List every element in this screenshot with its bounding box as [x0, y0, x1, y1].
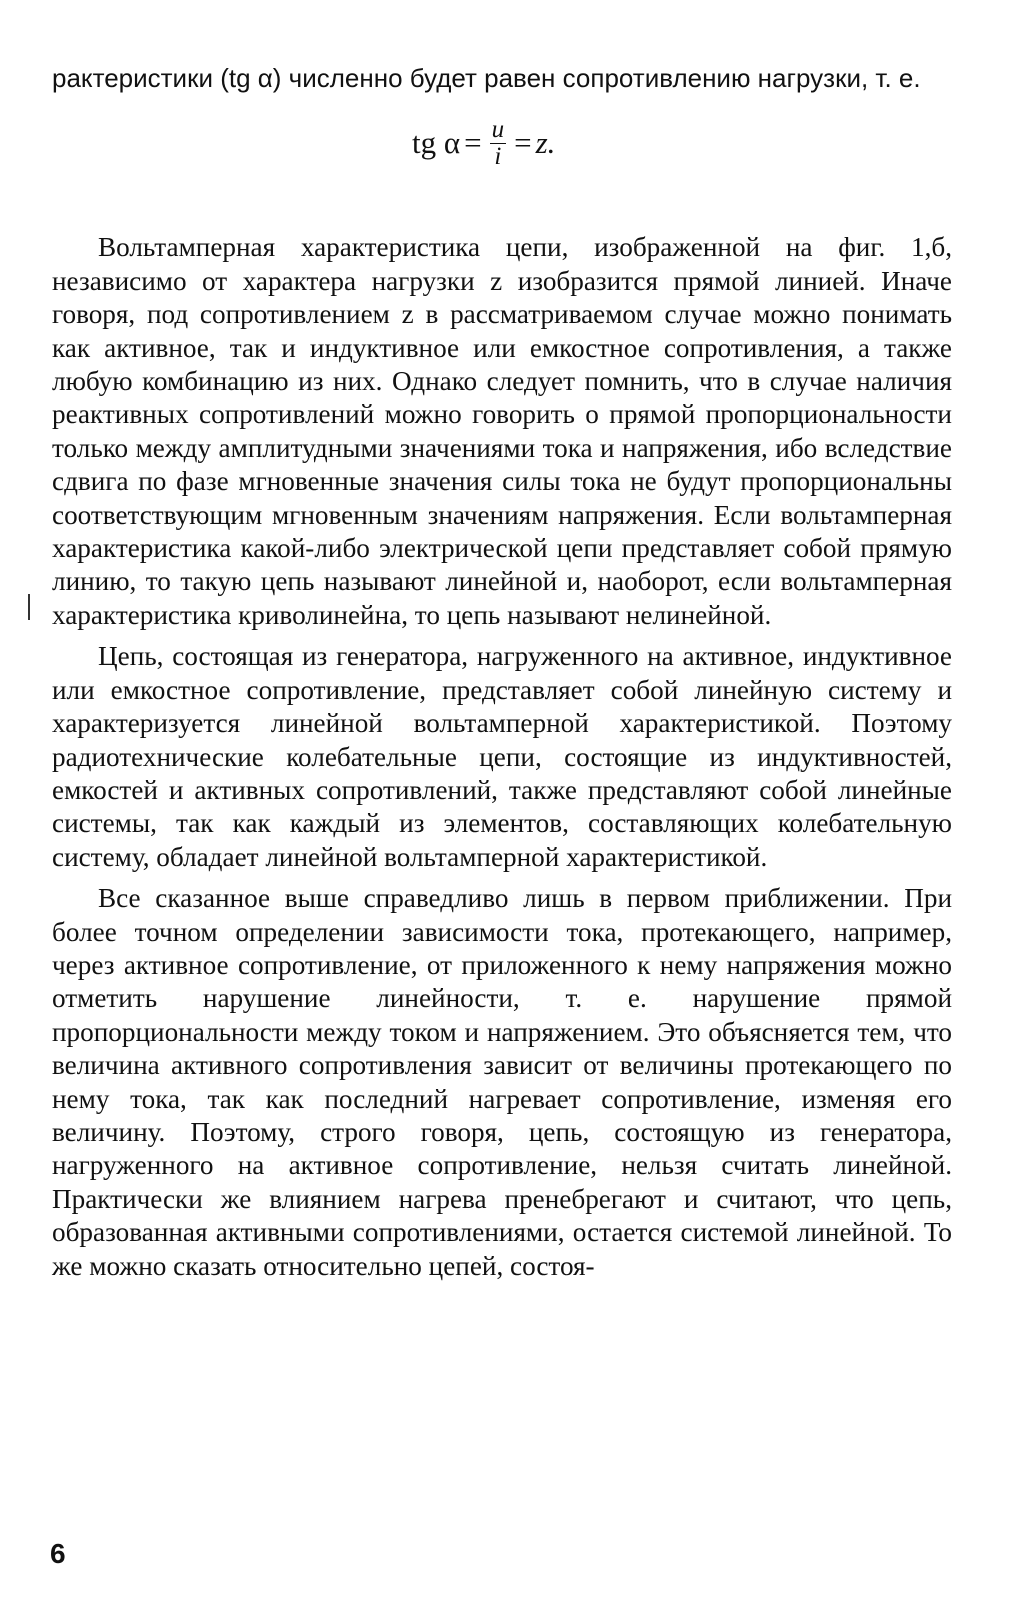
spacer	[52, 874, 952, 882]
formula-tangent	[52, 95, 952, 191]
formula-numerator: u	[491, 115, 505, 143]
margin-mark	[28, 594, 30, 620]
formula-expression	[412, 95, 555, 191]
formula-fraction	[490, 117, 507, 170]
paragraph-3: Все сказанное выше справедливо лишь в первом приближении. При более точном определении зависимости тока, протекающего, например, через активное сопротивление, от приложенного к нему напряжения можно отметить нарушение линейности, т. е. нарушение прямой пропорциональности между током и напряжением. Это объясняется тем, что величина активного сопротивления зависит от величины протекающего по нему тока, так как последний нагревает сопротивление, изменяя его величину. Поэтому, строго говоря, цепь, состоящую из генератора, нагруженного на активное сопротивление, нельзя считать линейной. Практически же влиянием нагрева пренебрегают и считают, что цепь, образованная активными сопротивлениями, остается системой линейной. То же можно сказать относительно цепей, состоя-	[52, 883, 952, 1281]
formula-denominator: i	[494, 142, 502, 170]
formula-equals-2: =	[514, 125, 532, 161]
spacer	[52, 632, 952, 640]
paragraph-intro: рактеристики (tg α) численно будет равен сопротивлению нагрузки, т. е.	[52, 63, 921, 93]
formula-equals-1: =	[464, 125, 482, 161]
paragraph-2: Цепь, состоящая из генератора, нагруженного на активное, индуктивное или емкостное сопротивление, представляет собой линейную систему и характеризуется линейной вольтамперной характеристикой. Поэтому радиотехнические колебательные цепи, состоящие из индуктивностей, емкостей и активных сопротивлений, также представляют собой линейные системы, так как каждый из элементов, составляющих колебательную систему, обладает линейной вольтамперной характеристикой.	[52, 641, 952, 872]
page-number: 6	[50, 1538, 66, 1569]
spacer	[52, 191, 952, 231]
formula-rhs: z.	[535, 125, 556, 161]
page-body	[52, 62, 952, 1283]
paragraph-1: Вольтамперная характеристика цепи, изображенной на фиг. 1,б, независимо от характера нагрузки z изобразится прямой линией. Иначе говоря, под сопротивлением z в рассматриваемом случае можно понимать как активное, так и индуктивное или емкостное сопротивления, а также любую комбинацию из них. Однако следует помнить, что в случае наличия реактивных сопротивлений можно говорить о прямой пропорциональности только между амплитудными значениями тока и напряжения, ибо вследствие сдвига по фазе мгновенные значения силы тока не будут пропорциональны соответствующим мгновенным значениям напряжения. Если вольтамперная характеристика какой-либо электрической цепи представляет собой прямую линию, то такую цепь называют линейной и, наоборот, если вольтамперная характеристика криволинейна, то цепь называют нелинейной.	[52, 232, 952, 630]
formula-lhs: tg α	[412, 125, 461, 161]
